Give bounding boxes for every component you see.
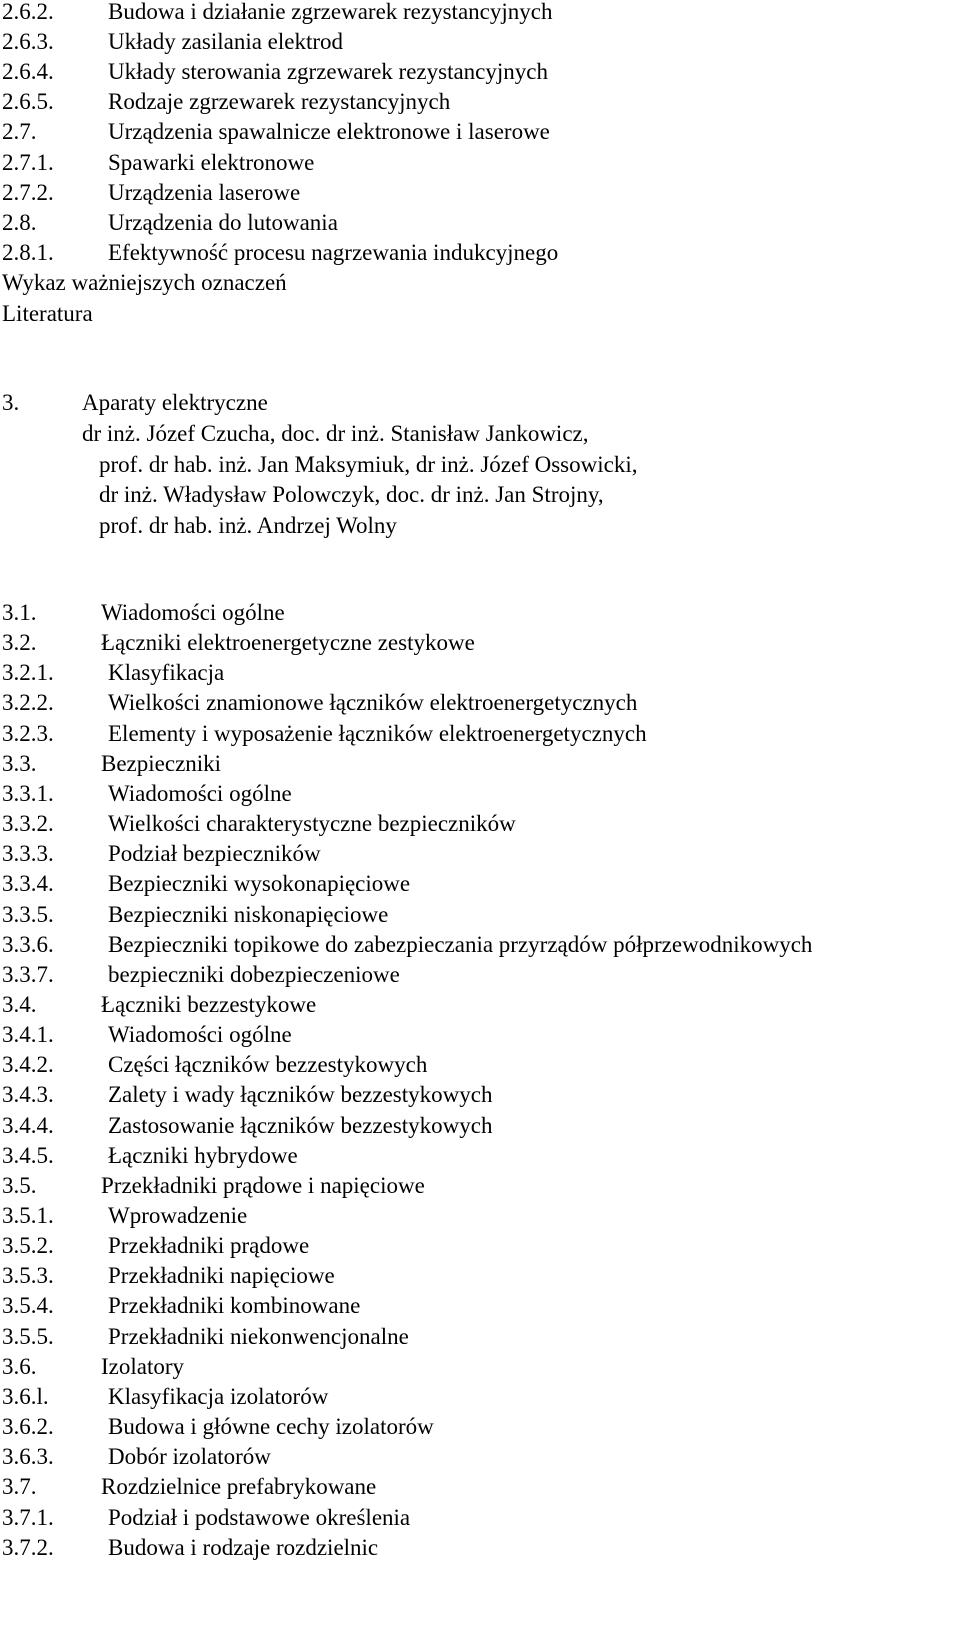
section-number: 2.7.2. <box>2 179 54 205</box>
section-number: 3.5.2. <box>2 1233 54 1259</box>
section-title: Wiadomości ogólne <box>101 600 285 625</box>
section-number: 3.3.5. <box>2 901 54 927</box>
section-title: Wprowadzenie <box>108 1203 248 1228</box>
section-number: 3.6.3. <box>2 1444 54 1470</box>
literature-entry: Literatura <box>2 300 93 326</box>
section-title: Dobór izolatorów <box>108 1444 271 1470</box>
section-title: Przekładniki niekonwencjonalne <box>108 1323 409 1349</box>
section-number: 3.3.4. <box>2 871 54 897</box>
section-title: Zalety i wady łączników bezzestykowych <box>108 1082 493 1108</box>
section-number: 2.8.1. <box>2 239 54 265</box>
section-title: Urządzenia spawalnicze elektronowe i laserowe <box>108 119 550 145</box>
section-title: Przekładniki napięciowe <box>108 1263 335 1289</box>
section-title: Wiadomości ogólne <box>108 1022 292 1048</box>
symbols-list-entry: Wykaz ważniejszych oznaczeń <box>2 270 287 295</box>
section-number: 3.2. <box>2 630 37 656</box>
section-number: 3.4.3. <box>2 1082 54 1108</box>
section-title: Izolatory <box>101 1353 185 1379</box>
section-number: 3.2.2. <box>2 690 54 716</box>
section-title: Rozdzielnice prefabrykowane <box>101 1474 377 1500</box>
section-number: 3.5.5. <box>2 1323 54 1349</box>
section-title: Układy sterowania zgrzewarek rezystancyjnych <box>108 59 548 85</box>
section-number: 2.6.2. <box>2 0 54 24</box>
section-title: Budowa i główne cechy izolatorów <box>108 1414 434 1440</box>
section-title: Łączniki bezzestykowe <box>101 991 317 1017</box>
section-number: 3.3.2. <box>2 811 54 837</box>
author-line: dr inż. Józef Czucha, doc. dr inż. Stanisław Jankowicz, <box>82 421 589 446</box>
section-number: 3.4.2. <box>2 1052 54 1078</box>
section-number: 2.8. <box>2 209 37 235</box>
section-title: Wiadomości ogólne <box>108 780 292 806</box>
section-title: Budowa i rodzaje rozdzielnic <box>108 1534 379 1560</box>
section-title: Podział i podstawowe określenia <box>108 1504 411 1530</box>
author-line: prof. dr hab. inż. Andrzej Wolny <box>99 512 397 538</box>
section-title: Spawarki elektronowe <box>108 149 315 175</box>
section-number: 2.6.3. <box>2 29 54 55</box>
section-title: Efektywność procesu nagrzewania indukcyjnego <box>108 239 559 265</box>
section-title: Podział bezpieczników <box>108 841 321 867</box>
chapter-number: 3. <box>2 390 20 415</box>
section-title: Klasyfikacja <box>108 660 225 686</box>
section-title: Urządzenia laserowe <box>108 179 301 205</box>
section-title: Budowa i działanie zgrzewarek rezystancyjnych <box>108 0 553 24</box>
section-title: Urządzenia do lutowania <box>108 209 338 235</box>
section-number: 3.4.1. <box>2 1022 54 1048</box>
section-title: Przekładniki prądowe i napięciowe <box>101 1172 425 1198</box>
section-title: Wielkości znamionowe łączników elektroenergetycznych <box>108 690 638 716</box>
section-title: Układy zasilania elektrod <box>108 29 344 55</box>
author-line: dr inż. Władysław Polowczyk, doc. dr inż. Jan Strojny, <box>99 482 604 507</box>
section-number: 3.4.5. <box>2 1142 54 1168</box>
section-number: 3.1. <box>2 600 37 625</box>
section-number: 3.5.4. <box>2 1293 54 1319</box>
section-number: 3.2.3. <box>2 720 54 746</box>
section-title: Bezpieczniki wysokonapięciowe <box>108 871 411 897</box>
section-title: Bezpieczniki niskonapięciowe <box>108 901 389 927</box>
section-number: 3.3.1. <box>2 780 54 806</box>
section-number: 3.3.7. <box>2 961 54 987</box>
section-title: Przekładniki kombinowane <box>108 1293 361 1319</box>
section-title: Bezpieczniki topikowe do zabezpieczania przyrządów półprzewodnikowych <box>108 931 813 957</box>
section-number: 3.6. <box>2 1353 37 1379</box>
section-title: bezpieczniki dobezpieczeniowe <box>108 961 400 987</box>
section-number: 3.5.1. <box>2 1203 54 1228</box>
section-title: Klasyfikacja izolatorów <box>108 1383 329 1409</box>
section-number: 3.3.6. <box>2 931 54 957</box>
author-line: prof. dr hab. inż. Jan Maksymiuk, dr inż. Józef Ossowicki, <box>99 451 638 477</box>
section-number: 3.2.1. <box>2 660 54 686</box>
section-title: Przekładniki prądowe <box>108 1233 310 1259</box>
section-number: 2.6.4. <box>2 59 54 85</box>
section-title: Bezpieczniki <box>101 750 222 776</box>
section-number: 3.5.3. <box>2 1263 54 1289</box>
section-number: 3.6.2. <box>2 1414 54 1440</box>
chapter-title: Aparaty elektryczne <box>82 390 268 415</box>
section-number: 3.5. <box>2 1172 37 1198</box>
section-number: 3.4. <box>2 991 37 1017</box>
section-number: 3.7.2. <box>2 1534 54 1560</box>
section-number: 3.3.3. <box>2 841 54 867</box>
section-number: 3.7. <box>2 1474 37 1500</box>
section-title: Łączniki hybrydowe <box>108 1142 298 1168</box>
section-number: 3.4.4. <box>2 1112 54 1138</box>
section-title: Części łączników bezzestykowych <box>108 1052 428 1078</box>
section-number: 3.6.l. <box>2 1383 49 1409</box>
section-number: 2.7. <box>2 119 37 145</box>
section-title: Zastosowanie łączników bezzestykowych <box>108 1112 493 1138</box>
section-title: Elementy i wyposażenie łączników elektroenergetycznych <box>108 720 647 746</box>
section-number: 3.7.1. <box>2 1504 54 1530</box>
section-title: Wielkości charakterystyczne bezpieczników <box>108 811 516 837</box>
section-number: 2.7.1. <box>2 149 54 175</box>
section-title: Rodzaje zgrzewarek rezystancyjnych <box>108 89 451 115</box>
section-title: Łączniki elektroenergetyczne zestykowe <box>101 630 475 656</box>
section-number: 3.3. <box>2 750 37 776</box>
section-number: 2.6.5. <box>2 89 54 115</box>
